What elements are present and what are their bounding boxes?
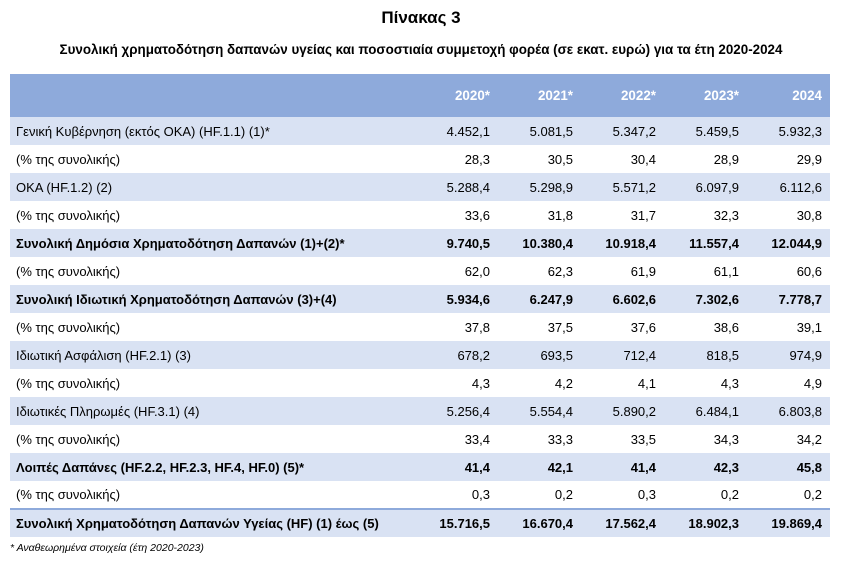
row-label: (% της συνολικής) (16, 375, 121, 391)
row-label: Ιδιωτική Ασφάλιση (HF.2.1) (3) (16, 347, 191, 363)
table-row (10, 257, 830, 285)
value-cell: 62,0 (464, 263, 490, 279)
value-cell: 29,9 (796, 151, 822, 167)
value-cell: 6.803,8 (778, 403, 822, 419)
value-cell: 42,3 (713, 459, 739, 475)
row-label: (% της συνολικής) (16, 431, 121, 447)
value-cell: 712,4 (623, 347, 656, 363)
value-cell: 7.302,6 (695, 291, 739, 307)
value-cell: 6.112,6 (779, 179, 822, 195)
value-cell: 28,9 (713, 151, 739, 167)
value-cell: 60,6 (796, 263, 822, 279)
value-cell: 61,1 (713, 263, 739, 279)
header-row (10, 74, 830, 117)
value-cell: 32,3 (713, 207, 739, 223)
value-cell: 34,3 (713, 431, 739, 447)
value-cell: 37,6 (630, 319, 656, 335)
table-subtitle: Συνολική χρηματοδότηση δαπανών υγείας και ποσοστιαία συμμετοχή φορέα (σε εκατ. ευρώ) για τα έτη 2020-2024 (59, 42, 783, 57)
value-cell: 61,9 (630, 263, 656, 279)
value-cell: 41,4 (630, 459, 656, 475)
value-cell: 34,2 (796, 431, 822, 447)
value-cell: 31,7 (630, 207, 656, 223)
value-cell: 4,3 (471, 375, 490, 391)
value-cell: 6.097,9 (695, 179, 739, 195)
value-cell: 0,3 (471, 487, 490, 502)
value-cell: 818,5 (706, 347, 739, 363)
value-cell: 42,1 (547, 459, 573, 475)
header-cell: 2023* (703, 88, 739, 103)
row-label: (% της συνολικής) (16, 319, 121, 335)
value-cell: 6.484,1 (695, 403, 739, 419)
value-cell: 11.557,4 (689, 235, 739, 251)
value-cell: 16.670,4 (522, 516, 573, 531)
value-cell: 5.288,4 (446, 179, 490, 195)
row-label: Συνολική Χρηματοδότηση Δαπανών Υγείας (HF) (1) έως (5) (16, 516, 379, 531)
table-row (10, 453, 830, 481)
row-label: (% της συνολικής) (16, 487, 121, 502)
value-cell: 0,2 (720, 487, 739, 502)
value-cell: 62,3 (547, 263, 573, 279)
value-cell: 30,5 (547, 151, 573, 167)
value-cell: 5.347,2 (612, 123, 656, 139)
value-cell: 4,3 (720, 375, 739, 391)
value-cell: 12.044,9 (771, 235, 822, 251)
row-label: Συνολική Δημόσια Χρηματοδότηση Δαπανών (1)+(2)* (16, 235, 345, 251)
value-cell: 5.081,5 (529, 123, 573, 139)
value-cell: 10.380,4 (522, 235, 573, 251)
row-label: Συνολική Ιδιωτική Χρηματοδότηση Δαπανών (3)+(4) (16, 291, 337, 307)
value-cell: 30,8 (796, 207, 822, 223)
row-label: ΟΚΑ (HF.1.2) (2) (16, 179, 113, 195)
value-cell: 4,9 (803, 375, 822, 391)
value-cell: 18.902,3 (688, 516, 739, 531)
value-cell: 0,2 (554, 487, 573, 502)
table-row (10, 481, 830, 509)
value-cell: 4,1 (637, 375, 656, 391)
table-row (10, 173, 830, 201)
header-cell: 2020* (454, 88, 490, 103)
value-cell: 5.890,2 (612, 403, 656, 419)
value-cell: 45,8 (796, 459, 822, 475)
value-cell: 19.869,4 (771, 516, 822, 531)
header-cell: 2022* (620, 88, 656, 103)
table-row (10, 117, 830, 145)
value-cell: 4.452,1 (446, 123, 490, 139)
value-cell: 0,3 (637, 487, 656, 502)
value-cell: 33,4 (464, 431, 490, 447)
value-cell: 39,1 (796, 319, 822, 335)
value-cell: 28,3 (464, 151, 490, 167)
financing-table (10, 74, 830, 537)
footnote: * Αναθεωρημένα στοιχεία (έτη 2020-2023) (10, 542, 204, 554)
value-cell: 30,4 (630, 151, 656, 167)
value-cell: 6.247,9 (529, 291, 573, 307)
value-cell: 10.918,4 (605, 235, 656, 251)
table-row (10, 229, 830, 257)
value-cell: 678,2 (457, 347, 490, 363)
table-row (10, 313, 830, 341)
value-cell: 15.716,5 (439, 516, 490, 531)
value-cell: 33,3 (547, 431, 573, 447)
value-cell: 38,6 (713, 319, 739, 335)
row-label: Ιδιωτικές Πληρωμές (HF.3.1) (4) (16, 403, 200, 419)
header-cell: 2021* (537, 88, 573, 103)
header-cell: 2024 (792, 88, 822, 103)
table-row (10, 341, 830, 369)
table-row (10, 369, 830, 397)
value-cell: 5.571,2 (612, 179, 656, 195)
row-label: (% της συνολικής) (16, 263, 121, 279)
value-cell: 37,8 (464, 319, 490, 335)
value-cell: 7.778,7 (778, 291, 822, 307)
value-cell: 41,4 (464, 459, 490, 475)
table-row (10, 509, 830, 537)
table-row (10, 397, 830, 425)
value-cell: 37,5 (547, 319, 573, 335)
table-row (10, 145, 830, 173)
value-cell: 4,2 (554, 375, 573, 391)
table-row (10, 425, 830, 453)
row-label: (% της συνολικής) (16, 207, 121, 223)
value-cell: 9.740,5 (446, 235, 490, 251)
value-cell: 5.298,9 (529, 179, 573, 195)
value-cell: 5.554,4 (529, 403, 573, 419)
value-cell: 5.934,6 (446, 291, 490, 307)
value-cell: 5.459,5 (695, 123, 739, 139)
value-cell: 5.932,3 (778, 123, 822, 139)
table-row (10, 201, 830, 229)
row-label: Γενική Κυβέρνηση (εκτός ΟΚΑ) (HF.1.1) (1)* (16, 123, 270, 139)
value-cell: 17.562,4 (605, 516, 656, 531)
value-cell: 33,5 (630, 431, 656, 447)
value-cell: 6.602,6 (612, 291, 656, 307)
value-cell: 31,8 (547, 207, 573, 223)
value-cell: 5.256,4 (446, 403, 490, 419)
value-cell: 0,2 (803, 487, 822, 502)
value-cell: 33,6 (464, 207, 490, 223)
value-cell: 693,5 (540, 347, 573, 363)
table-row (10, 285, 830, 313)
value-cell: 974,9 (789, 347, 822, 363)
row-label: (% της συνολικής) (16, 151, 121, 167)
table-title: Πίνακας 3 (381, 8, 461, 27)
row-label: Λοιπές Δαπάνες (HF.2.2, HF.2.3, HF.4, HF.0) (5)* (16, 459, 305, 475)
header-cell (10, 74, 415, 117)
